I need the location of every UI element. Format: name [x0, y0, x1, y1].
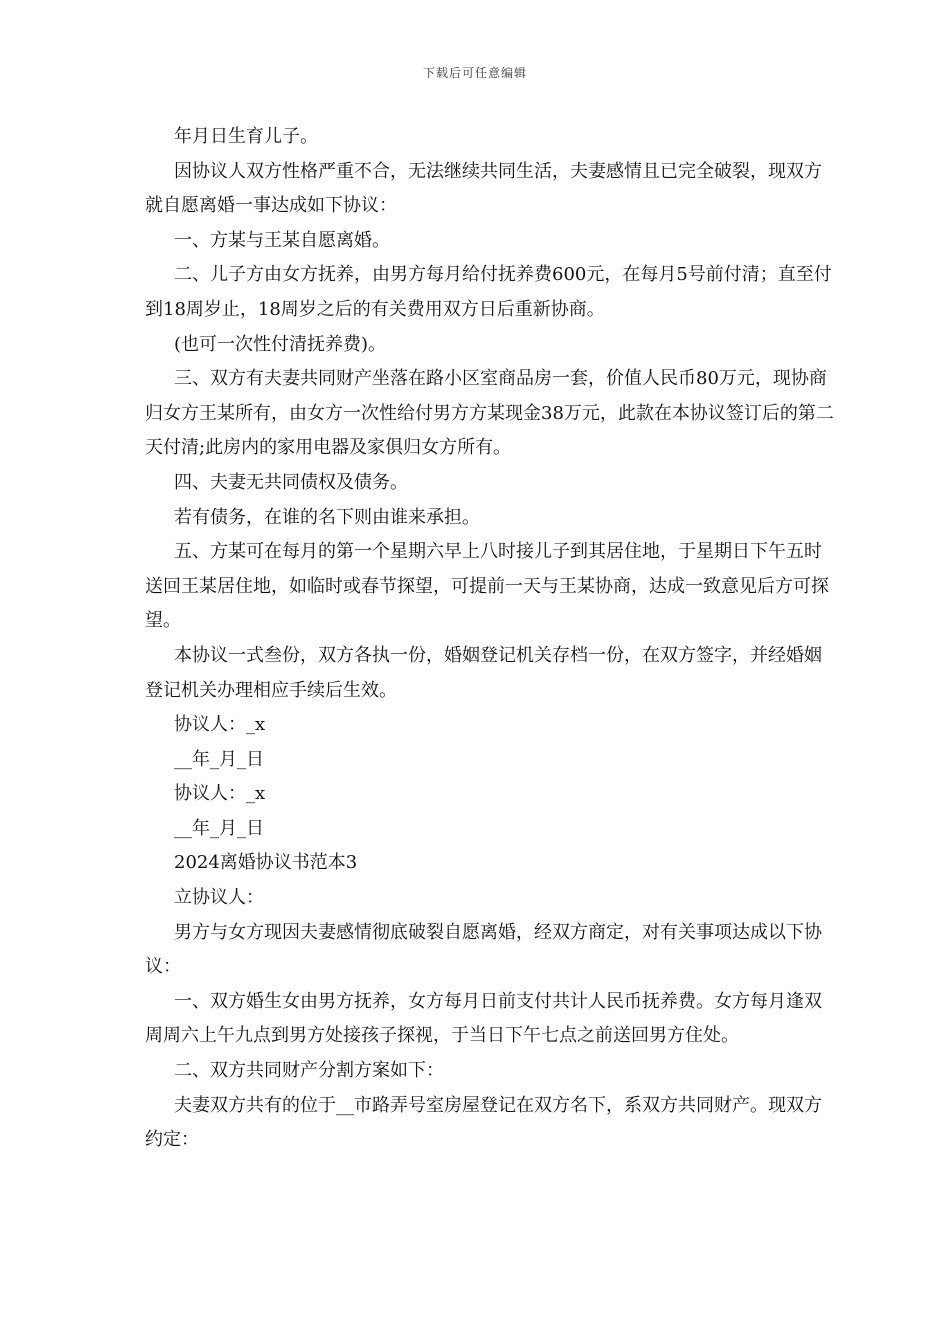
signatory-line: 协议人：_x	[174, 783, 266, 805]
download-note: 下载后可任意编辑	[422, 66, 527, 80]
section-title: 2024离婚协议书范本3	[174, 852, 358, 874]
paragraph: 夫妻双方共有的位于__市路弄号室房屋登记在双方名下，系双方共同财产。现双方约定：	[145, 1094, 822, 1151]
paragraph: (也可一次性付清抚养费)。	[174, 333, 387, 355]
date-line: __年_月_日	[174, 817, 264, 839]
paragraph: 立协议人：	[174, 887, 264, 909]
agreement-body	[145, 120, 835, 1158]
paragraph: 四、夫妻无共同债权及债务。	[174, 471, 408, 493]
paragraph: 三、双方有夫妻共同财产坐落在路小区室商品房一套，价值人民币80万元，现协商归女方王某所有，由女方一次性给付男方方某现金38万元，此款在本协议签订后的第二天付清;此房内的家用电器及家俱归女方所有。	[145, 368, 834, 459]
paragraph: 二、双方共同财产分割方案如下：	[174, 1060, 444, 1082]
paragraph: 一、双方婚生女由男方抚养，女方每月日前支付共计人民币抚养费。女方每月逢双周周六上午九点到男方处接孩子探视，于当日下午七点之前送回男方住处。	[145, 990, 822, 1047]
paragraph: 五、方某可在每月的第一个星期六早上八时接儿子到其居住地，于星期日下午五时送回王某居住地，如临时或春节探望，可提前一天与王某协商，达成一致意见后方可探望。	[145, 541, 829, 632]
paragraph: 若有债务，在谁的名下则由谁来承担。	[174, 506, 480, 528]
paragraph: 二、儿子方由女方抚养，由男方每月给付抚养费600元，在每月5号前付清；直至付到18周岁止，18周岁之后的有关费用双方日后重新协商。	[145, 264, 832, 320]
date-line: __年_月_日	[174, 748, 264, 770]
signatory-line: 协议人：_x	[174, 714, 266, 736]
paragraph: 因协议人双方性格严重不合，无法继续共同生活，夫妻感情且已完全破裂，现双方就自愿离婚一事达成如下协议：	[145, 160, 822, 217]
paragraph: 本协议一式叁份，双方各执一份，婚姻登记机关存档一份，在双方签字，并经婚姻登记机关办理相应手续后生效。	[145, 644, 822, 701]
paragraph: 一、方某与王某自愿离婚。	[174, 229, 390, 251]
paragraph: 年月日生育儿子。	[174, 126, 318, 147]
paragraph: 男方与女方现因夫妻感情彻底破裂自愿离婚，经双方商定，对有关事项达成以下协议：	[145, 921, 822, 978]
